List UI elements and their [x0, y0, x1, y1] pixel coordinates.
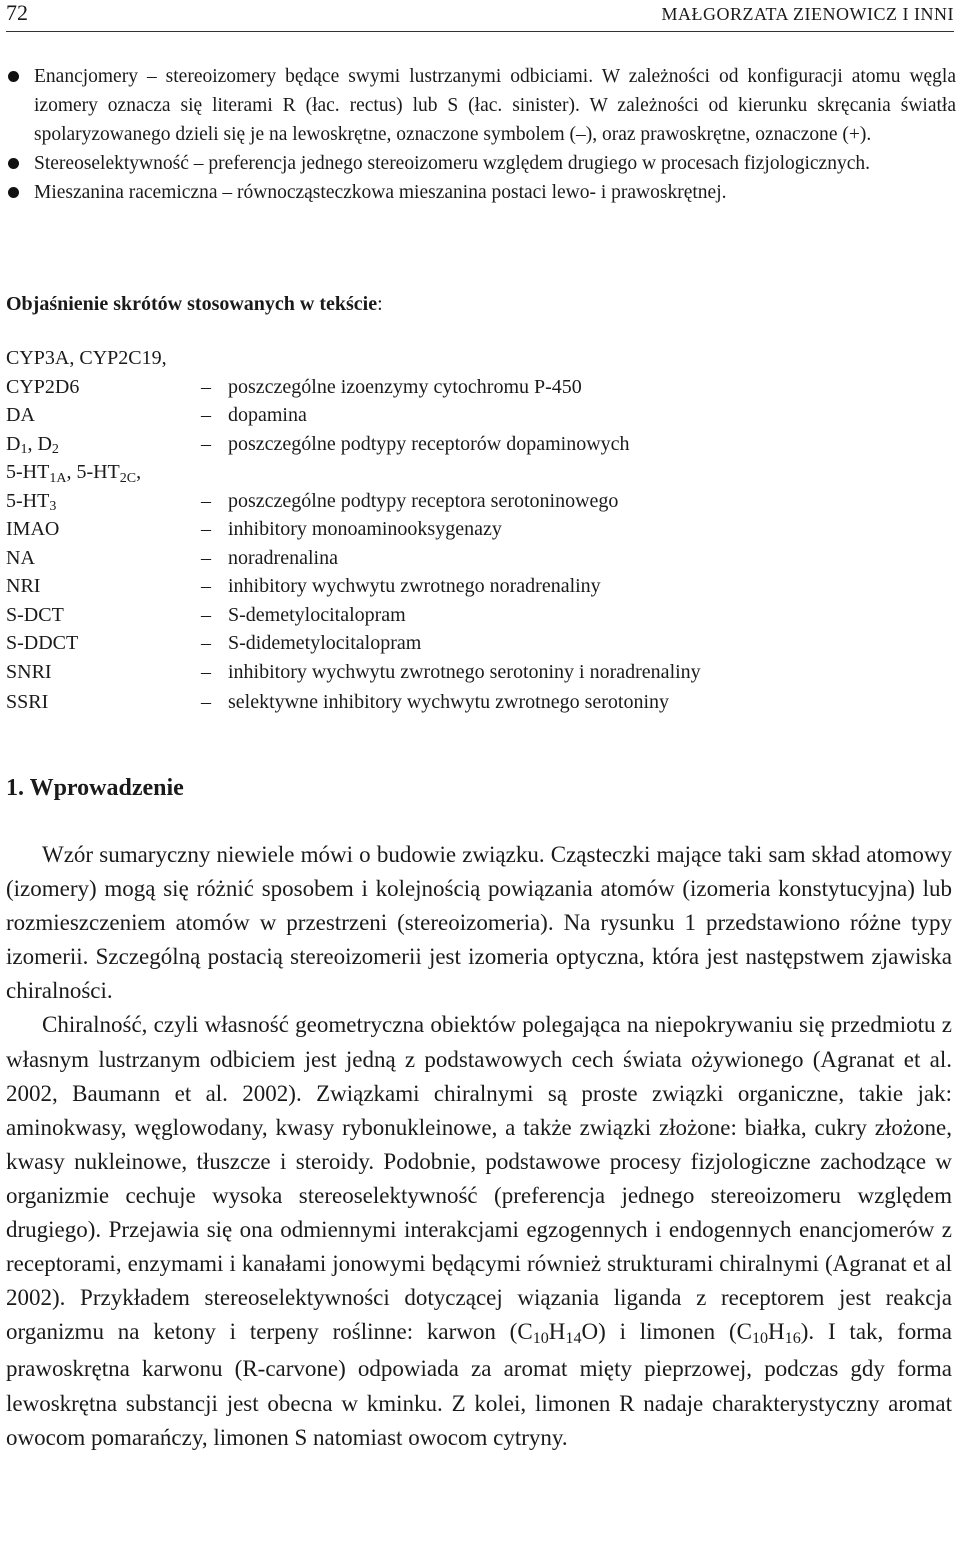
bullet-text: Mieszanina racemiczna – równocząsteczkowa mieszanina postaci lewo- i prawoskrętnej. [34, 182, 727, 203]
abbr-desc: poszczególne izoenzymy cytochromu P-450 [228, 375, 582, 398]
abbr-dash: – [201, 404, 211, 426]
abbr-desc: poszczególne podtypy receptora serotoninowego [228, 489, 619, 512]
abbr-desc: poszczególne podtypy receptorów dopaminowych [228, 432, 630, 455]
abbr-row [6, 515, 956, 544]
abbr-desc: inhibitory wychwytu zwrotnego noradrenaliny [228, 575, 601, 597]
bullet-text: Enancjomery – stereoizomery będące swymi lustrzanymi odbiciami. W zależności od konfiguracji atomu węgla izomery oznacza się literami R (łac. rectus) lub S (łac. sinister). W zależności od kierunku skręcania światła spolaryzowanego dzieli się je na lewoskrętne, oznaczone symbolem (–), oraz prawoskrętne, oznaczone (+). [34, 66, 956, 145]
bullet-dot-icon [8, 158, 19, 169]
abbr-row [6, 544, 956, 573]
abbr-row [6, 572, 956, 601]
abbr-desc: S-didemetylocitalopram [228, 632, 422, 654]
abbr-desc: noradrenalina [228, 546, 338, 569]
running-author: MAŁGORZATA ZIENOWICZ I INNI [661, 4, 954, 24]
abbr-term: SSRI [6, 691, 49, 713]
abbr-desc: selektywne inhibitory wychwytu zwrotnego serotoniny [228, 691, 670, 713]
bullet-dot-icon [8, 187, 19, 198]
abbr-term: IMAO [6, 518, 60, 540]
abbr-row [6, 401, 956, 430]
abbr-dash: – [201, 489, 211, 512]
definition-list [6, 62, 956, 207]
bullet-item-enantiomers [6, 62, 956, 149]
bullet-item-stereoselectivity [6, 149, 956, 178]
abbr-row [6, 430, 956, 459]
abbr-term: NRI [6, 575, 41, 597]
abbr-dash: – [201, 546, 211, 569]
abbreviations-heading [6, 290, 383, 318]
abbr-term: $D_1$, $D_2$ [6, 432, 59, 457]
abbreviations-heading-text: Objaśnienie skrótów stosowanych w tekście [6, 293, 378, 315]
abbr-dash: – [201, 518, 211, 540]
bullet-dot-icon [8, 71, 19, 82]
abbr-row [6, 373, 956, 402]
abbreviations-heading-colon: : [377, 293, 383, 315]
abbr-dash: – [201, 691, 211, 713]
abbr-term: CYP2D6 [6, 375, 80, 398]
abbr-dash: – [201, 660, 211, 683]
abbr-term: S-DCT [6, 603, 64, 626]
abbr-row [6, 601, 956, 630]
abbr-row [6, 344, 956, 373]
abbr-term: $5-HT_3$ [6, 489, 57, 514]
abbr-dash: – [201, 375, 211, 398]
abbr-dash: – [201, 603, 211, 626]
abbr-row [6, 658, 956, 687]
abbr-row [6, 686, 956, 718]
abbr-desc: inhibitory monoaminooksygenazy [228, 518, 502, 540]
paragraph: Chiralność, czyli własność geometryczna obiektów polegająca na niepokrywaniu się przedmiotu z własnym lustrzanym odbiciem jest jedną z podstawowych cech świata ożywionego (Agranat et al. 2002, Baumann et al. 2002). Związkami chiralnymi są proste związki organiczne, takie jak: aminokwasy, węglowodany, kwasy rybonukleinowe, a także związki złożone: białka, cukry złożone, kwasy nukleinowe, tłuszcze i steroidy. Podobnie, podstawowe procesy fizjologiczne zachodzące w organizmie cechuje wysoka stereoselektywność (preferencja jednego stereoizomeru względem drugiego). Przejawia się ona odmiennymi interakcjami egzogennych i endogennych enancjomerów z receptorami, enzymami i kanałami jonowymi będącymi również strukturami chiralnymi (Agranat et al 2002). Przykładem stereoselektywności dotyczącej wiązania liganda z receptorem jest reakcja organizmu na ketony i terpeny roślinne: karwon $(C_{10}H_{14}O)$ i limonen $(C_{10}H_{16})$. I tak, forma prawoskrętna karwonu (R-carvone) odpowiada za aromat mięty pieprzowej, podczas gdy forma lewoskrętna substancji jest obecna w kminku. Z kolei, limonen R nadaje charakterystyczny aromat owocom pomarańczy, limonen S natomiast owocom cytryny. [6, 1012, 953, 1450]
abbr-dash: – [201, 632, 211, 654]
abbr-term: $5-HT_{1A}$, $5-HT_{2C}$, [6, 461, 142, 486]
abbr-term: SNRI [6, 660, 52, 683]
abbr-term: NA [6, 546, 35, 569]
paragraph: Wzór sumaryczny niewiele mówi o budowie związku. Cząsteczki mające taki sam skład atomowy (izomery) mogą się różnić sposobem i kolejnością powiązania atomów (izomeria konstytucyjna) lub rozmieszczeniem atomów w przestrzeni (stereoizomeria). Na rysunku 1 przedstawiono różne typy izomerii. Szczególną postacią stereoizomerii jest izomeria optyczna, która jest następstwem zjawiska chiralności. [6, 842, 952, 1004]
header-rule [6, 31, 954, 32]
running-header [6, 0, 954, 30]
abbr-desc: dopamina [228, 404, 307, 426]
abbr-desc: inhibitory wychwytu zwrotnego serotoniny i noradrenaliny [228, 660, 701, 683]
abbr-dash: – [201, 432, 211, 455]
bullet-text: Stereoselektywność – preferencja jednego stereoizomeru względem drugiego w procesach fizjologicznych. [34, 153, 870, 174]
abbr-term: S-DDCT [6, 632, 79, 654]
abbr-dash: – [201, 575, 211, 597]
abbr-row [6, 629, 956, 658]
abbr-desc: S-demetylocitalopram [228, 603, 406, 626]
body-text [6, 838, 952, 1455]
section-heading: 1. Wprowadzenie [6, 775, 184, 801]
abbreviations-table [6, 344, 956, 718]
abbr-row [6, 458, 956, 487]
bullet-item-racemic-mixture [6, 178, 956, 207]
abbr-term: DA [6, 404, 35, 426]
abbr-term: CYP3A, CYP2C19, [6, 347, 167, 369]
abbr-row [6, 487, 956, 516]
page-number: 72 [6, 0, 28, 25]
